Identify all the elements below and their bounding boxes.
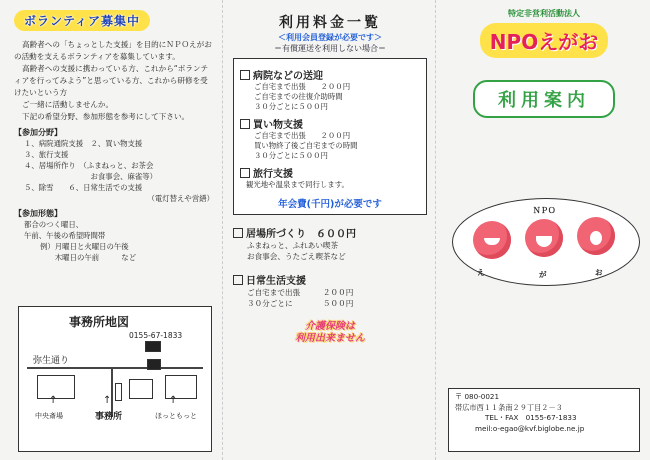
place-title: 居場所づくり ６００円 (246, 229, 356, 240)
street-label: 弥生通り (33, 356, 70, 366)
form-item: 午前、午後の希望時間帯 (24, 231, 106, 240)
checkbox-icon (240, 70, 250, 80)
smile-logo (452, 198, 640, 286)
place-line: お食事会、うたごえ喫茶など (247, 252, 346, 261)
face-char: お (595, 268, 603, 277)
checkbox-icon (240, 119, 250, 129)
map-label: 事務所 (95, 412, 123, 422)
field-item: １、病院通院支援 ２、買い物支援 (24, 139, 143, 148)
field-item: ３、旅行支援 (24, 150, 69, 159)
fee-item-name: 買い物支援 (253, 120, 303, 131)
fee-line: ３０分ごとに５００円 (254, 151, 328, 160)
map-label: 中央斎場 (35, 412, 63, 420)
face-icon (577, 217, 615, 255)
fee-panel (222, 0, 435, 460)
fee-line: ご自宅まで出張 ２００円 (254, 82, 351, 91)
road-horizontal (27, 367, 203, 369)
cover-panel (435, 0, 650, 460)
daily-line: ３０分ごとに ５００円 (247, 299, 354, 308)
postal-code: 〒 080-0021 (455, 392, 500, 401)
fee-item-name: 病院などの送迎 (253, 71, 323, 82)
fee-item (240, 67, 420, 82)
contact-box (448, 388, 640, 452)
intro-line: 高齢者への支援に携わっている方、これから“ボランティアを行ってみよう”と思っている方、これから研修を受けたいという方 (14, 64, 209, 97)
guide-title: 利用案内 (473, 80, 615, 118)
building (129, 379, 153, 399)
map-title: 事務所地図 (69, 315, 130, 329)
arrow-up-icon: ↑ (49, 395, 58, 406)
place-line: ふまねっと、ふれあい喫茶 (247, 241, 339, 250)
notice-line: 介護保険は (305, 321, 355, 332)
notice-line: 利用出来ません (295, 333, 365, 344)
fee-item (240, 165, 420, 180)
tel-fax: TEL・FAX 0155-67-1833 (485, 413, 577, 422)
office-map (18, 306, 212, 452)
form-item: 木曜日の午前 など (40, 253, 137, 262)
face-icon (525, 219, 563, 257)
volunteer-intro (14, 39, 214, 123)
fee-item (240, 116, 420, 131)
checkbox-icon (233, 275, 243, 285)
intro-line: 高齢者への「ちょっとした支援」を目的にＮＰＯえがおの活動を支えるボランティアを募集しています。 (14, 40, 212, 61)
transport-box (233, 58, 427, 215)
fee-line: 買い物終了後ご自宅までの時間 (254, 141, 358, 150)
building (147, 359, 161, 370)
fee-subnote: ＝有償運送を利用しない場合＝ (274, 44, 386, 53)
field-item: ４、居場所作り （ふまねっと、お茶会 (24, 161, 154, 170)
field-item: （電灯替えや営繕） (147, 194, 214, 203)
place-section (233, 225, 427, 240)
arrow-up-icon: ↑ (103, 395, 112, 406)
field-title: 【参加分野】 (14, 128, 62, 137)
field-list (24, 138, 214, 204)
arrow-up-icon: ↑ (169, 395, 178, 406)
email: meil:o-egao@kvf.biglobe.ne.jp (475, 423, 585, 433)
fee-line: ご自宅までの往復介助時間 (254, 92, 343, 101)
form-item: 都合のつく曜日、 (24, 220, 84, 229)
face-char: え (477, 268, 485, 277)
fee-item-name: 旅行支援 (253, 169, 293, 180)
fee-title: 利用料金一覧 (279, 15, 381, 31)
field-item: ５、除雪 ６、日常生活での支援 (24, 183, 143, 192)
face-icon (473, 221, 511, 259)
npo-tag: ＮＰＯ (533, 206, 556, 215)
intro-line: 下記の希望分野、参加形態を参考にして下さい。 (22, 112, 190, 121)
daily-section (233, 272, 427, 287)
annual-fee-note: 年会費(千円)が必要です (278, 199, 382, 210)
building (145, 341, 161, 352)
map-label: ほっともっと (155, 412, 197, 420)
fee-line: 観光地や温泉まで同行します。 (246, 180, 349, 189)
insurance-notice (233, 321, 427, 345)
checkbox-icon (233, 228, 243, 238)
org-type: 特定非営利活動法人 (508, 9, 580, 18)
address: 帯広市西１１条南２９丁目２－３ (455, 402, 563, 412)
daily-title: 日常生活支援 (246, 276, 306, 287)
fee-line: ご自宅まで出張 ２００円 (254, 131, 351, 140)
checkbox-icon (240, 168, 250, 178)
building (115, 383, 122, 401)
form-item: 例）月曜日と火曜日の午後 (40, 242, 129, 251)
form-title: 【参加形態】 (14, 209, 62, 218)
face-char: が (539, 270, 547, 279)
fee-note: ＜利用会員登録が必要です＞ (278, 33, 382, 42)
field-item: お食事会、麻雀等） (24, 172, 158, 181)
form-list (24, 219, 214, 263)
volunteer-heading: ボランティア募集中 (14, 10, 150, 31)
fee-line: ３０分ごとに５００円 (254, 102, 328, 111)
daily-line: ご自宅まで出張 ２００円 (247, 288, 354, 297)
map-phone: 0155-67-1833 (129, 331, 183, 340)
org-name: NPOえがお (480, 23, 608, 58)
intro-line: ご一緒に活動しませんか。 (22, 100, 114, 109)
